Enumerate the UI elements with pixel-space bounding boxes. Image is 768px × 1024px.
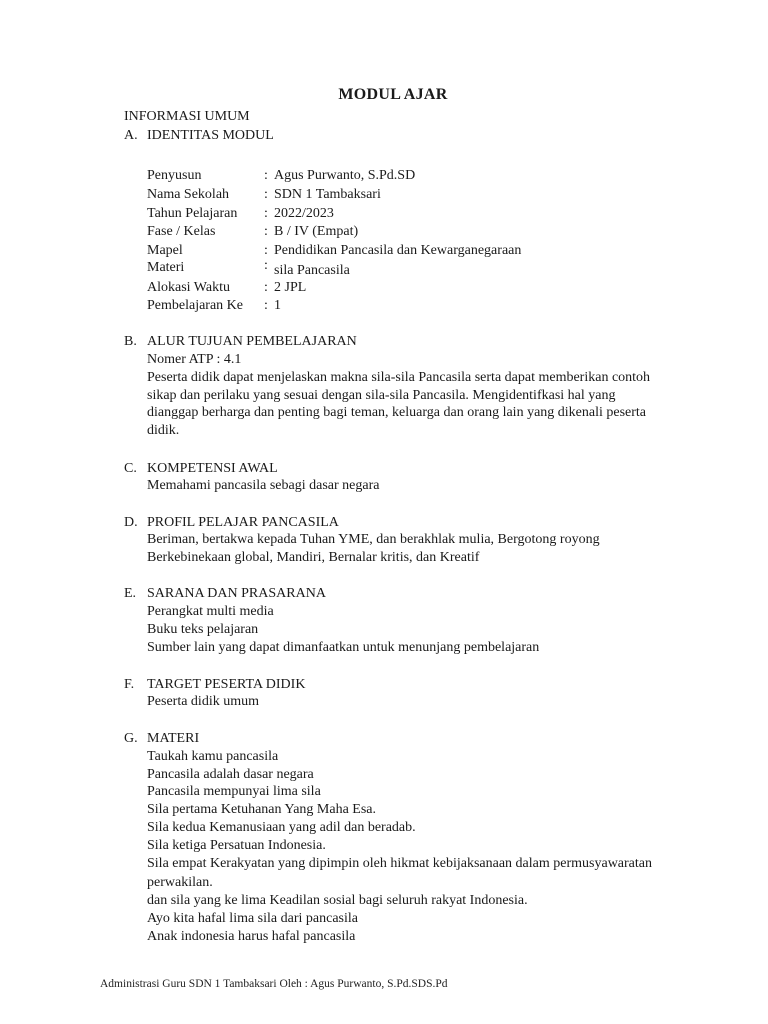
paragraph-line: Memahami pancasila sebagi dasar negara <box>147 478 380 493</box>
identitas-colon: : <box>264 168 268 183</box>
list-line: Buku teks pelajaran <box>147 622 259 637</box>
section-d-letter: D. <box>124 515 138 530</box>
materi-line: Pancasila mempunyai lima sila <box>147 784 321 799</box>
materi-line: Sila kedua Kemanusiaan yang adil dan beradab. <box>147 820 416 835</box>
section-c-title: KOMPETENSI AWAL <box>147 461 278 476</box>
identitas-label: Nama Sekolah <box>147 187 230 202</box>
paragraph-line: Peserta didik dapat menjelaskan makna sila-sila Pancasila serta dapat memberikan contoh <box>147 370 651 385</box>
identitas-colon: : <box>264 206 268 221</box>
identitas-colon: : <box>264 187 268 202</box>
identitas-value: 2022/2023 <box>274 206 334 221</box>
section-c-letter: C. <box>124 461 137 476</box>
section-b-title: ALUR TUJUAN PEMBELAJARAN <box>147 334 357 349</box>
page-footer: Administrasi Guru SDN 1 Tambaksari Oleh : Agus Purwanto, S.Pd.SDS.Pd <box>100 978 448 990</box>
materi-line: Ayo kita hafal lima sila dari pancasila <box>147 911 358 926</box>
identitas-label: Tahun Pelajaran <box>147 206 238 221</box>
identitas-value: Pendidikan Pancasila dan Kewarganegaraan <box>274 243 522 258</box>
section-g-title: MATERI <box>147 731 200 746</box>
paragraph-line: sikap dan perilaku yang sesuai dengan sila-sila Pancasila. Mengidentifkasi hal yang <box>147 388 616 403</box>
identitas-row <box>147 224 607 242</box>
materi-line: Sila pertama Ketuhanan Yang Maha Esa. <box>147 802 376 817</box>
materi-line: Sila ketiga Persatuan Indonesia. <box>147 838 326 853</box>
section-e-letter: E. <box>124 586 137 601</box>
identitas-row <box>147 187 607 205</box>
identitas-value: sila Pancasila <box>274 263 350 278</box>
section-a-title: IDENTITAS MODUL <box>147 128 274 143</box>
section-b-letter: B. <box>124 334 137 349</box>
materi-line: dan sila yang ke lima Keadilan sosial bagi seluruh rakyat Indonesia. <box>147 893 528 908</box>
identitas-row <box>147 206 607 224</box>
materi-line: Pancasila adalah dasar negara <box>147 767 314 782</box>
identitas-colon: : <box>264 258 268 273</box>
paragraph-line: Berkebinekaan global, Mandiri, Bernalar kritis, dan Kreatif <box>147 550 480 565</box>
section-f-letter: F. <box>124 677 135 692</box>
materi-line: Sila empat Kerakyatan yang dipimpin oleh hikmat kebijaksanaan dalam permusyawaratan <box>147 856 652 871</box>
identitas-label: Penyusun <box>147 168 202 183</box>
document-title: MODUL AJAR <box>338 86 448 103</box>
identitas-label: Alokasi Waktu <box>147 280 230 295</box>
identitas-label: Pembelajaran Ke <box>147 298 244 313</box>
identitas-value: SDN 1 Tambaksari <box>274 187 381 202</box>
identitas-colon: : <box>264 298 268 313</box>
identitas-row <box>147 243 607 261</box>
paragraph-line: Peserta didik umum <box>147 694 259 709</box>
identitas-row <box>147 280 607 298</box>
paragraph-line: dianggap berharga dan penting bagi teman, keluarga dan orang lain yang dikenali peserta <box>147 405 647 420</box>
identitas-colon: : <box>264 243 268 258</box>
section-a-letter: A. <box>124 128 138 143</box>
section-g-letter: G. <box>124 731 138 746</box>
identitas-value: B / IV (Empat) <box>274 224 359 239</box>
list-line: Sumber lain yang dapat dimanfaatkan untuk menunjang pembelajaran <box>147 640 540 655</box>
list-line: Perangkat multi media <box>147 604 274 619</box>
materi-line: Anak indonesia harus hafal pancasila <box>147 929 356 944</box>
paragraph-line: Beriman, bertakwa kepada Tuhan YME, dan berakhlak mulia, Bergotong royong <box>147 532 600 547</box>
materi-line: perwakilan. <box>147 875 213 890</box>
section-e-title: SARANA DAN PRASARANA <box>147 586 326 601</box>
materi-line: Taukah kamu pancasila <box>147 749 279 764</box>
section-f-title: TARGET PESERTA DIDIK <box>147 677 306 692</box>
identitas-row <box>147 168 607 186</box>
section-d-title: PROFIL PELAJAR PANCASILA <box>147 515 339 530</box>
atp-number: Nomer ATP : 4.1 <box>147 352 242 367</box>
identitas-label: Materi <box>147 260 185 275</box>
identitas-label: Mapel <box>147 243 183 258</box>
identitas-colon: : <box>264 280 268 295</box>
identitas-row <box>147 298 607 316</box>
info-umum-heading: INFORMASI UMUM <box>124 109 250 124</box>
identitas-colon: : <box>264 224 268 239</box>
identitas-label: Fase / Kelas <box>147 224 216 239</box>
identitas-value: 1 <box>274 298 281 313</box>
identitas-value: 2 JPL <box>274 280 307 295</box>
identitas-value: Agus Purwanto, S.Pd.SD <box>274 168 416 183</box>
paragraph-line: didik. <box>147 423 180 438</box>
identitas-row <box>147 260 607 278</box>
